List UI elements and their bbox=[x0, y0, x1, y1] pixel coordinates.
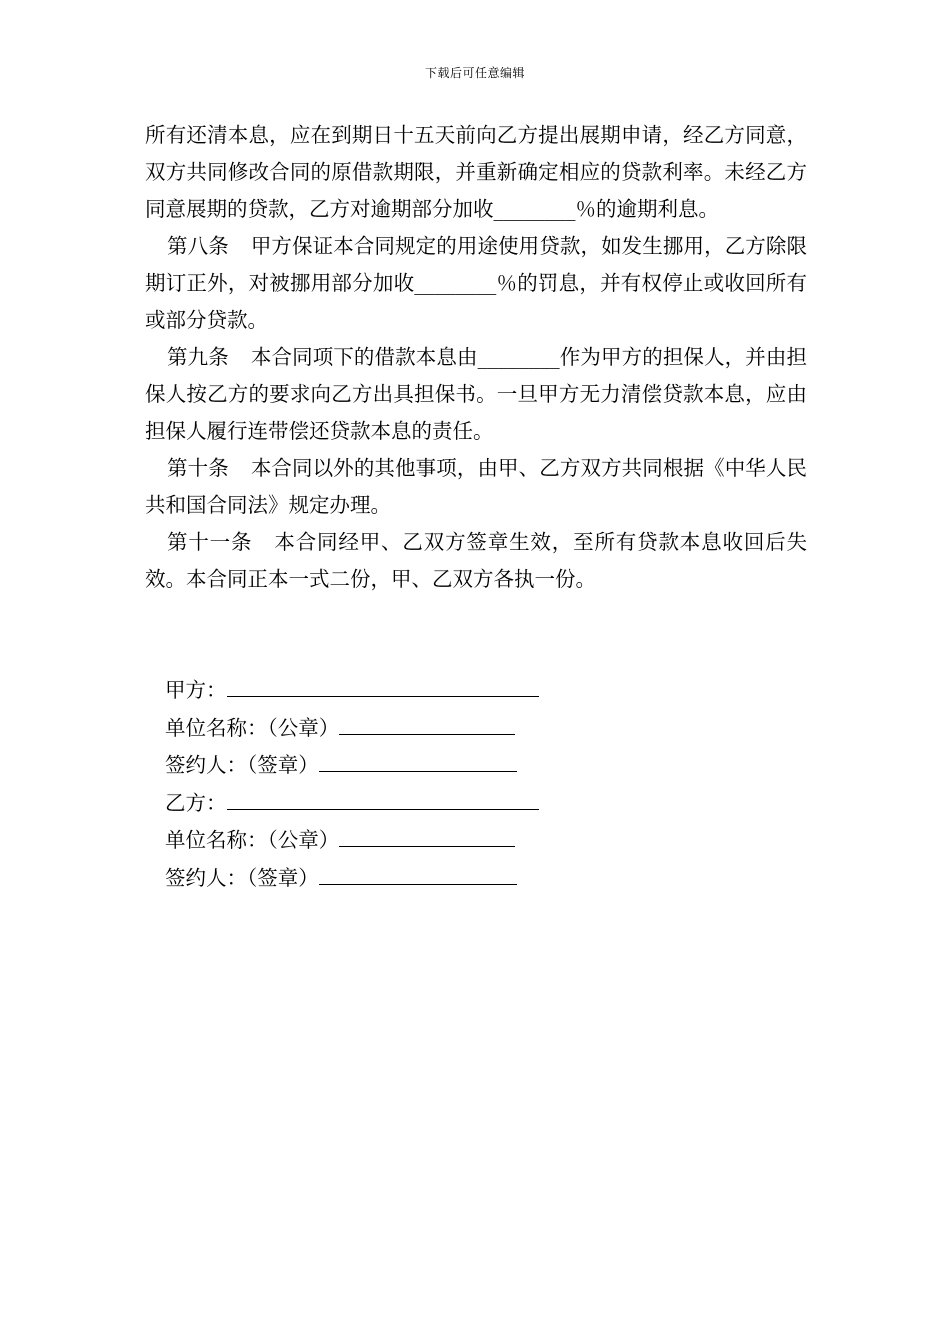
paragraph-text: 本合同以外的其他事项，由甲、乙方双方共同根据《中华人民共和国合同法》规定办理。 bbox=[145, 456, 808, 517]
party-b-signer-blank[interactable] bbox=[319, 862, 517, 885]
article-label: 第八条 bbox=[167, 234, 229, 258]
signature-label: 签约人：（签章） bbox=[165, 865, 319, 890]
party-b-unit-row bbox=[165, 822, 539, 860]
page-header: 下载后可任意编辑 bbox=[424, 66, 525, 80]
signature-block bbox=[165, 672, 539, 897]
party-a-unit-blank[interactable] bbox=[339, 712, 515, 735]
party-a-blank[interactable] bbox=[227, 674, 539, 697]
party-b-unit-blank[interactable] bbox=[339, 824, 515, 847]
party-a-signer-row bbox=[165, 747, 539, 785]
article-label: 第十一条 bbox=[167, 530, 253, 554]
article-11 bbox=[145, 524, 807, 598]
paragraph-text: 本合同项下的借款本息由________作为甲方的担保人，并由担保人按乙方的要求向乙方出具担保书。一旦甲方无力清偿贷款本息，应由担保人履行连带偿还贷款本息的责任。 bbox=[145, 345, 808, 443]
signature-label: 签约人：（签章） bbox=[165, 753, 319, 777]
signature-label: 乙方： bbox=[165, 790, 227, 815]
party-b-blank[interactable] bbox=[227, 787, 539, 810]
contract-body bbox=[145, 117, 807, 598]
article-10 bbox=[145, 450, 807, 524]
paragraph-text: 甲方保证本合同规定的用途使用贷款，如发生挪用，乙方除限期订正外，对被挪用部分加收________％的罚息，并有权停止或收回所有或部分贷款。 bbox=[145, 234, 808, 332]
party-a-unit-row bbox=[165, 710, 539, 748]
signature-label: 单位名称：（公章） bbox=[165, 715, 340, 740]
party-b-row bbox=[165, 785, 539, 823]
paragraph-text: 所有还清本息，应在到期日十五天前向乙方提出展期申请，经乙方同意，双方共同修改合同的原借款期限，并重新确定相应的贷款利率。未经乙方同意展期的贷款，乙方对逾期部分加收________％的逾期利息。 bbox=[145, 123, 807, 221]
paragraph-text: 本合同经甲、乙双方签章生效，至所有贷款本息收回后失效。本合同正本一式二份，甲、乙双方各执一份。 bbox=[145, 530, 808, 591]
article-8 bbox=[145, 228, 807, 339]
party-b-signer-row bbox=[165, 860, 539, 898]
article-label: 第九条 bbox=[167, 345, 229, 369]
party-a-row bbox=[165, 672, 539, 710]
signature-label: 甲方： bbox=[165, 678, 227, 702]
article-9 bbox=[145, 339, 807, 450]
article-label: 第十条 bbox=[167, 456, 229, 480]
paragraph-continuation bbox=[145, 117, 807, 228]
party-a-signer-blank[interactable] bbox=[319, 749, 517, 772]
signature-label: 单位名称：（公章） bbox=[165, 828, 340, 852]
